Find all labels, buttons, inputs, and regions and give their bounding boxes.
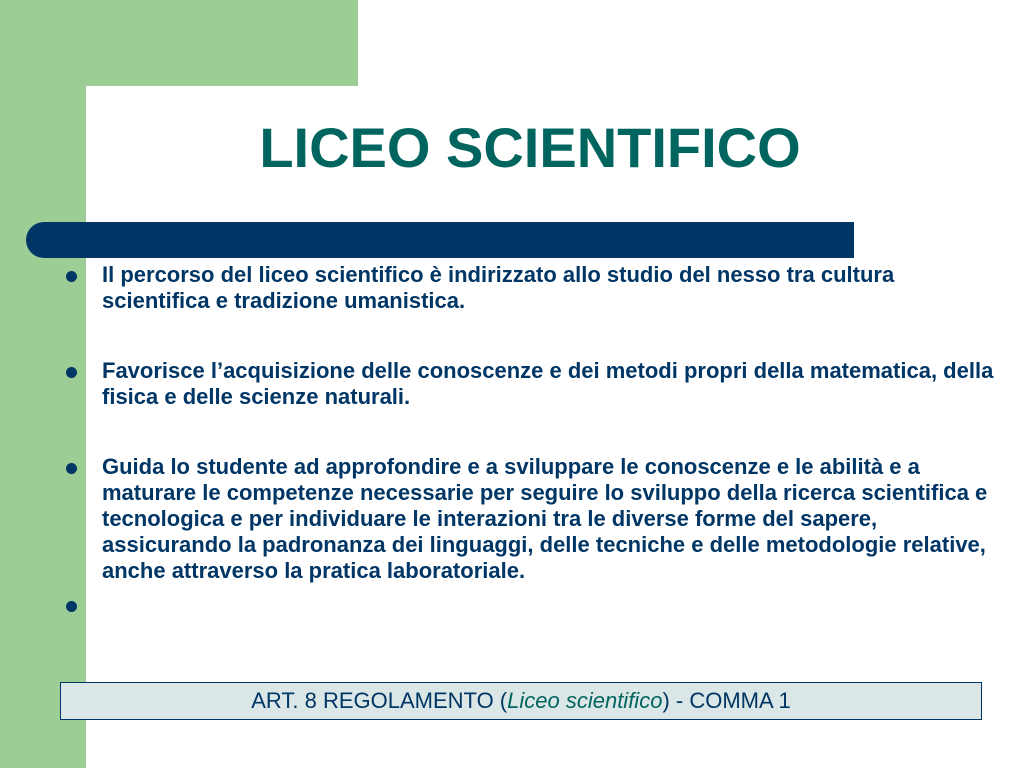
bullet-dot-icon (66, 271, 77, 282)
top-decoration-band (0, 0, 358, 86)
caption-prefix: ART. 8 REGOLAMENTO ( (251, 688, 508, 713)
bullet-item (58, 262, 998, 314)
bullet-item (58, 454, 998, 584)
bullet-item-empty (58, 592, 998, 618)
caption-suffix: ) - COMMA 1 (662, 688, 791, 713)
bullet-text: Favorisce l’acquisizione delle conoscenze e dei metodi propri della matematica, della fisica e delle scienze naturali. (102, 358, 994, 409)
bullet-list (58, 262, 998, 662)
slide-title: LICEO SCIENTIFICO (259, 116, 801, 179)
bullet-dot-icon (66, 463, 77, 474)
title-divider-bar (26, 222, 854, 258)
bullet-dot-icon (66, 367, 77, 378)
bullet-text: Guida lo studente ad approfondire e a sviluppare le conoscenze e le abilità e a maturare le competenze necessarie per seguire lo sviluppo della ricerca scientifica e tecnologica e per individuare le interazioni tra le diverse forme del sapere, assicurando la padronanza dei linguaggi, delle tecniche e delle metodologie relative, anche attraverso la pratica laboratoriale. (102, 454, 988, 583)
source-caption (60, 682, 982, 720)
bullet-dot-icon (66, 601, 77, 612)
bullet-item (58, 358, 998, 410)
caption-italic-title: Liceo scientifico (507, 688, 663, 713)
bullet-text: Il percorso del liceo scientifico è indirizzato allo studio del nesso tra cultura scientifica e tradizione umanistica. (102, 262, 895, 313)
